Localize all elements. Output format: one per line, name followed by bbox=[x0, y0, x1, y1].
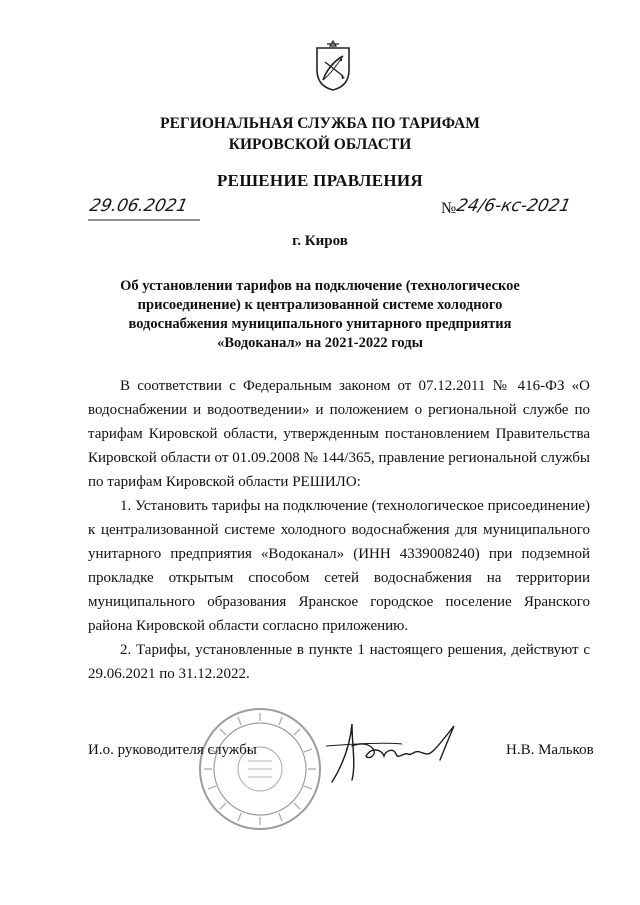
subject-line-4: «Водоканал» на 2021-2022 годы bbox=[217, 335, 423, 351]
document-type: РЕШЕНИЕ ПРАВЛЕНИЯ bbox=[217, 171, 423, 190]
number-label: № bbox=[441, 200, 457, 217]
org-line-1: РЕГИОНАЛЬНАЯ СЛУЖБА ПО ТАРИФАМ bbox=[160, 115, 480, 132]
subject-line-2: присоединение) к централизованной системе холодного bbox=[137, 297, 503, 313]
subject-line-3: водоснабжения муниципального унитарного предприятия bbox=[128, 316, 512, 332]
document-number: 24/6-кс-2021 bbox=[454, 196, 573, 216]
organization-name bbox=[0, 113, 640, 155]
official-seal bbox=[196, 705, 324, 833]
body-paragraph-3: 2. Тарифы, установленные в пункте 1 настоящего решения, действуют с 29.06.2021 по 31.12.2022. bbox=[88, 642, 590, 682]
city: г. Киров bbox=[292, 233, 348, 249]
document-body bbox=[88, 374, 590, 686]
org-line-2: КИРОВСКОЙ ОБЛАСТИ bbox=[228, 136, 412, 153]
coat-of-arms-icon bbox=[313, 40, 353, 92]
signatory-role: И.о. руководителя службы bbox=[88, 742, 257, 758]
signatory-name: Н.В. Мальков bbox=[506, 742, 594, 758]
body-paragraph-1: В соответствии с Федеральным законом от 07.12.2011 № 416-ФЗ «О водоснабжении и водоотведении» и положением о региональной службе по тарифам Кировской области, утвержденным постановлением Правительства Кировской области от 01.09.2008 № 144/365, правление региональной службы по тарифам Кировской области РЕШИЛО: bbox=[88, 378, 590, 490]
body-paragraph-2: 1. Установить тарифы на подключение (технологическое присоединение) к централизованной системе холодного водоснабжения для муниципального унитарного предприятия «Водоканал» (ИНН 4339008240) при подземной прокладке открытым способом сетей водоснабжения на территории муниципального образования Яранское городское поселение Яранского района Кировской области согласно приложению. bbox=[88, 498, 590, 634]
handwritten-signature bbox=[322, 716, 472, 786]
document-date: 29.06.2021 bbox=[87, 196, 190, 216]
subject-line-1: Об установлении тарифов на подключение (технологическое bbox=[120, 278, 520, 294]
document-subject bbox=[0, 277, 640, 353]
